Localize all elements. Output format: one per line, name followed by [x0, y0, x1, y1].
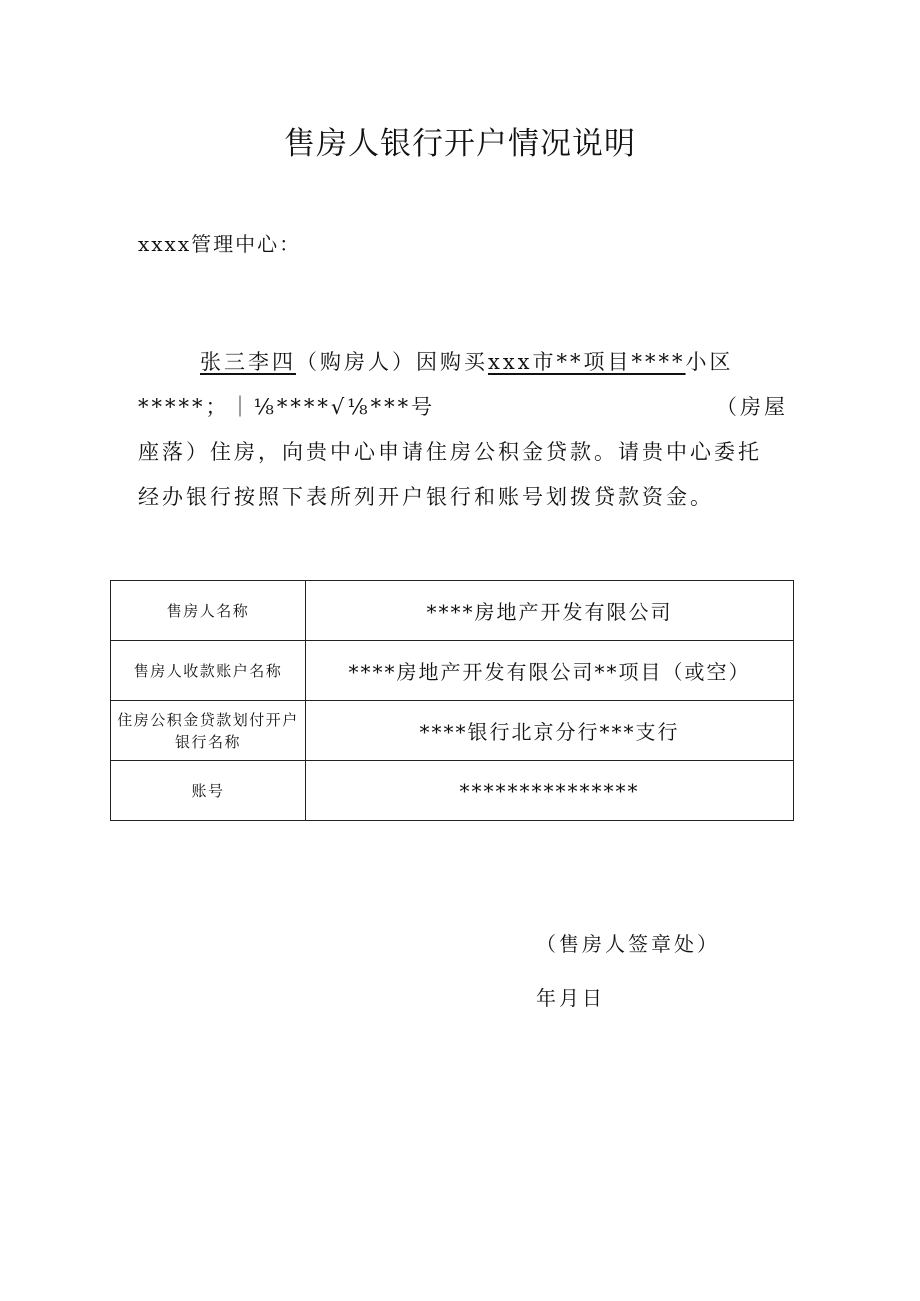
body-line-4: 经办银行按照下表所列开户银行和账号划拨贷款资金。 — [138, 485, 714, 509]
table-label-seller-name: 售房人名称 — [111, 581, 306, 641]
table-value-account-number: *************** — [306, 761, 794, 821]
table-value-bank-name: ****银行北京分行***支行 — [306, 701, 794, 761]
body-line-3: 座落）住房，向贵中心申请住房公积金贷款。请贵中心委托 — [138, 440, 762, 464]
table-label-account-name: 售房人收款账户名称 — [111, 641, 306, 701]
table-value-account-name: ****房地产开发有限公司**项目（或空） — [306, 641, 794, 701]
table-row — [111, 761, 794, 821]
buyer-role: （购房人）因购买 — [296, 350, 488, 374]
bank-info-table — [110, 580, 794, 821]
table-row — [111, 701, 794, 761]
signature-placeholder: （售房人签章处） — [536, 932, 720, 956]
document-title: 售房人银行开户情况说明 — [284, 126, 636, 162]
body-line-2 — [138, 385, 788, 430]
body-line-1 — [138, 340, 788, 385]
body-paragraph — [138, 340, 788, 520]
date-placeholder: 年月日 — [536, 986, 605, 1010]
address-detail: *****；｜⅛****√⅛***号 — [138, 395, 436, 419]
table-row — [111, 581, 794, 641]
table-label-bank-name: 住房公积金贷款划付开户银行名称 — [111, 701, 306, 761]
addressee: xxxx管理中心： — [138, 232, 302, 256]
property-address: xxx市**项目**** — [488, 350, 686, 374]
property-address-suffix: 小区 — [685, 350, 734, 374]
table-row — [111, 641, 794, 701]
location-note: （房屋 — [716, 395, 788, 419]
table-value-seller-name: ****房地产开发有限公司 — [306, 581, 794, 641]
buyer-name: 张三李四 — [200, 350, 296, 374]
table-label-account-number: 账号 — [111, 761, 306, 821]
